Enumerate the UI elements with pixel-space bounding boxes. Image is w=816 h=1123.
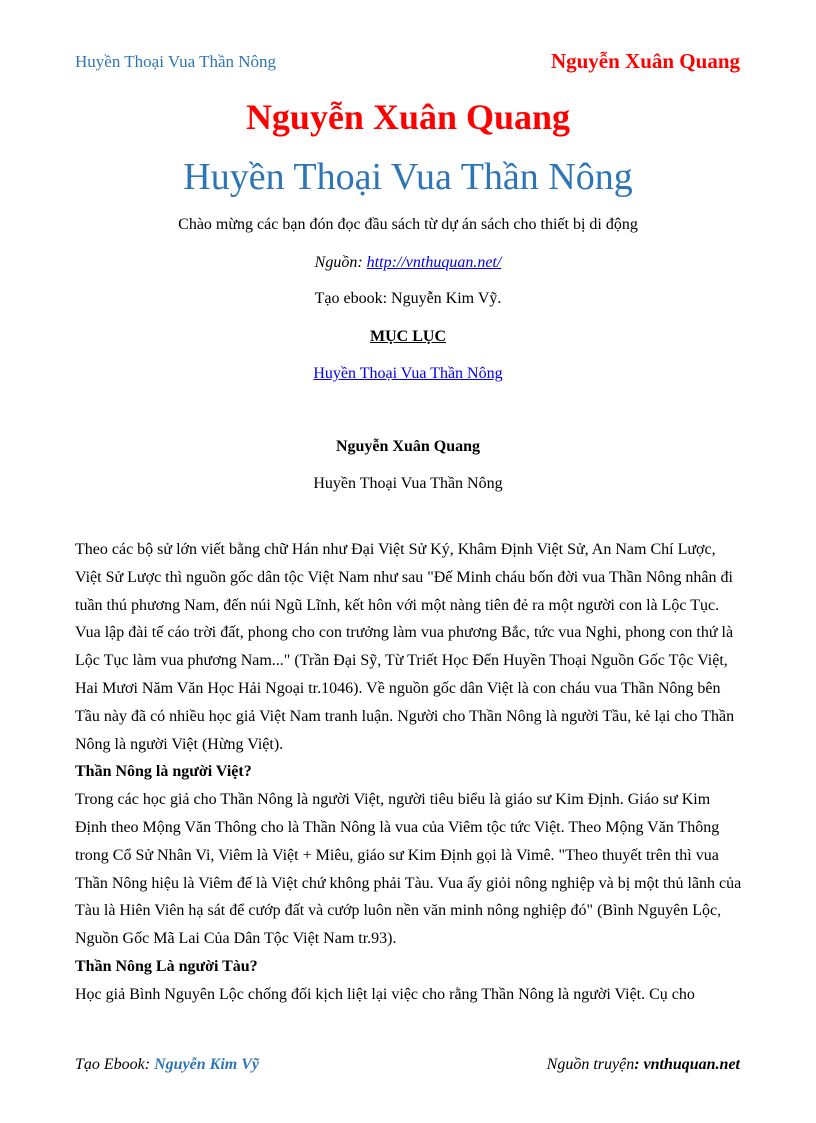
header-book-title: Huyền Thoại Vua Thần Nông — [75, 52, 277, 71]
page-title-author: Nguyễn Xuân Quang — [245, 97, 571, 137]
header-author: Nguyễn Xuân Quang — [550, 49, 740, 73]
paragraph: Học giả Bình Nguyên Lộc chống đối kịch liệt lại việc cho rằng Thần Nông là người Việt. Cụ cho — [75, 985, 695, 1003]
footer-ebook-label: Tạo Ebook — [75, 1056, 145, 1073]
footer-separator: : — [634, 1056, 640, 1073]
footer-source-site: vnthuquan.net — [643, 1056, 740, 1073]
page-title-book: Huyền Thoại Vua Thần Nông — [183, 156, 633, 198]
section-heading: Thần Nông Là người Tàu? — [75, 957, 258, 975]
source-line — [0, 254, 816, 272]
toc-heading: MỤC LỤC — [370, 328, 446, 345]
chapter-title: Huyền Thoại Vua Thần Nông — [313, 475, 503, 492]
paragraph: Trong các học giả cho Thần Nông là người Việt, người tiêu biểu là giáo sư Kim Định. Giáo sư Kim Định theo Mộng Văn Thông cho là Thần Nông là vua của Viêm tộc tức Việt. Theo Mộng Văn Thông trong Cổ Sử Nhân Vi, Viêm là Việt + Miêu, giáo sư Kim Định gọi là Vimê. "Theo thuyết trên thì vua Thần Nông hiệu là Viêm đế là Việt chứ không phải Tàu. Vua ấy giỏi nông nghiệp và bị một thủ lãnh của Tàu là Hiên Viên hạ sát để cướp đất và cướp luôn nền văn minh nông nghiệp đó" (Bình Nguyên Lộc, Nguồn Gốc Mã Lai Của Dân Tộc Việt Nam tr.93). — [75, 791, 742, 948]
source-link[interactable]: http://vnthuquan.net/ — [366, 254, 502, 271]
footer-separator: : — [144, 1056, 151, 1073]
footer-source-label: Nguồn truyện — [546, 1056, 635, 1073]
paragraph: Theo các bộ sử lớn viết bằng chữ Hán như Đại Việt Sử Ký, Khâm Định Việt Sử, An Nam Chí Lược, Việt Sử Lược thì nguồn gốc dân tộc Việt Nam như sau "Đế Minh cháu bốn đời vua Thần Nông nhân đi tuần thú phương Nam, đến núi Ngũ Lĩnh, kết hôn với một nàng tiên đẻ ra một người con là Lộc Tục. Vua lập đài tế cáo trời đất, phong cho con trưởng làm vua phương Bắc, tức vua Nghi, phong con thứ là Lộc Tục làm vua phương Nam..." (Trần Đại Sỹ, Từ Triết Học Đến Huyền Thoại Nguồn Gốc Tộc Việt, Hai Mươi Năm Văn Học Hải Ngoại tr.1046). Về nguồn gốc dân Việt là con cháu vua Thần Nông bên Tầu này đã có nhiều học giả Việt Nam tranh luận. Người cho Thần Nông là người Tầu, kẻ lại cho Thần Nông là người Việt (Hừng Việt). — [75, 541, 735, 753]
footer-source — [547, 1056, 740, 1074]
footer-ebook-name: Nguyễn Kim Vỹ — [154, 1056, 259, 1073]
ebook-credit: Tạo ebook: Nguyễn Kim Vỹ. — [314, 290, 502, 307]
footer-ebook-credit — [75, 1056, 259, 1074]
toc-link[interactable]: Huyền Thoại Vua Thần Nông — [313, 365, 503, 382]
welcome-text: Chào mừng các bạn đón đọc đầu sách từ dự án sách cho thiết bị di động — [178, 216, 638, 233]
body-text — [75, 536, 745, 1009]
chapter-author: Nguyễn Xuân Quang — [335, 438, 481, 455]
section-heading: Thần Nông là người Việt? — [75, 763, 252, 781]
source-label: Nguồn: — [314, 254, 363, 271]
